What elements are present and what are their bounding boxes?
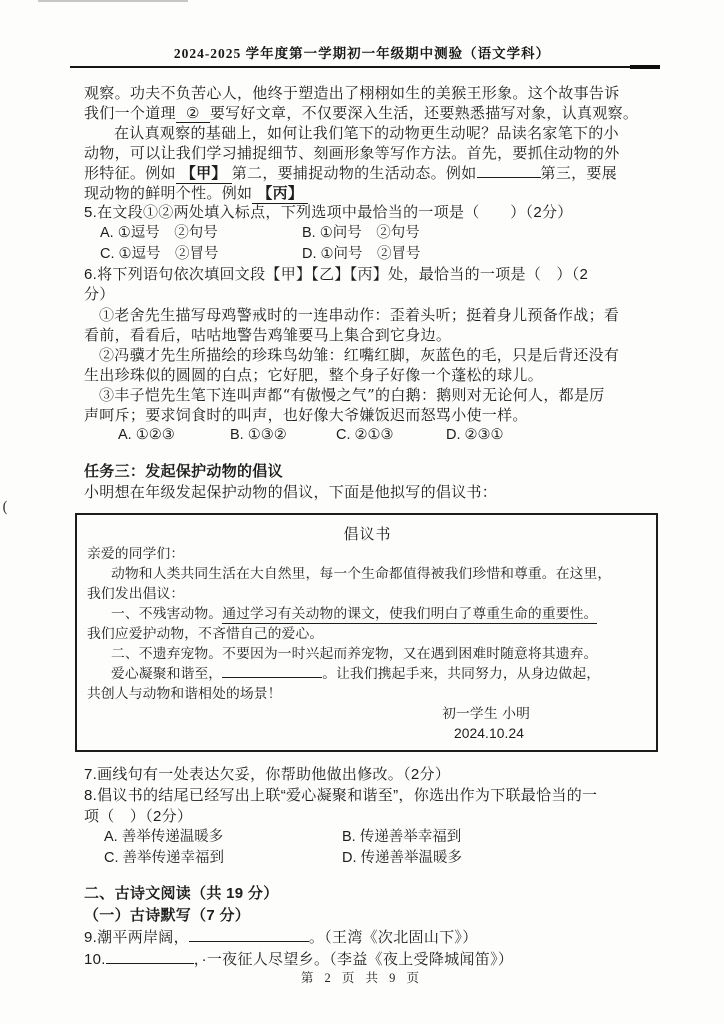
option-8b: B. 传递善举幸福到: [342, 829, 462, 845]
proposal-salutation: 亲爱的同学们：: [87, 546, 185, 562]
question-6-stem-line-2: 分）: [84, 286, 115, 303]
page-title: 2024-2025 学年度第一学期初一年级期中测验（语文学科）: [173, 46, 551, 61]
proposal-item-2: 二、不遗弃宠物。不要因为一时兴起而养宠物，又在遇到困难时随意将其遗弃。: [111, 646, 598, 662]
blank-line: [189, 941, 309, 942]
question-8-options-row-2: [84, 848, 660, 869]
question-6-item-2-cont: 生出珍珠似的圆圆的白点；它好肥，整个身子好像一个蓬松的球儿。: [84, 366, 544, 384]
question-9: 9.潮平两岸阔， 。（王湾《次北固山下》）: [84, 929, 478, 946]
proposal-paragraph-1: 动物和人类共同生活在大自然里，每一个生命都值得被我们珍惜和尊重。在这里，: [111, 566, 612, 582]
passage-line: 我们一个道理 ② 要写好文章，不仅要深入生活，还要熟悉描写对象，认真观察。: [84, 104, 639, 122]
option-5d: D. ①问号 ②冒号: [302, 246, 421, 262]
question-6-item-3: ③丰子恺先生笔下连叫声都“有傲慢之气”的白鹅：鹅则对无论何人，都是厉: [99, 386, 605, 404]
question-6-stem-line-1: 6.将下列语句依次填回文段【甲】【乙】【丙】处，最恰当的一项是（ ）（2: [84, 266, 589, 283]
option-6d: D. ②③①: [446, 427, 504, 443]
question-10: 10. ，·一夜征人尽望乡。（李益《夜上受降城闻笛》）: [84, 951, 514, 968]
passage-line: 形特征。例如 【甲】 第二，要捕捉动物的生活动态。例如 第三，要展: [84, 164, 618, 182]
option-8d: D. 传递善举温暖多: [342, 850, 463, 866]
page-header: [0, 0, 724, 62]
question-5-options-row-2: [84, 244, 660, 265]
option-6b: B. ①③②: [230, 427, 287, 443]
option-8c: C. 善举传递幸福到: [104, 850, 225, 866]
section-2-poetry: [84, 883, 660, 971]
question-7-stem: 7.画线句有一处表达欠妥，你帮助他做出修改。（2分）: [84, 766, 451, 783]
task-3-intro: 小明想在年级发起保护动物的倡议，下面是他拟写的倡议书：: [84, 484, 498, 501]
passage-line: 现动物的鲜明个性。例如 【丙】: [84, 183, 660, 203]
proposal-signature: 初一学生 小明: [442, 706, 530, 722]
option-6c: C. ②①③: [336, 427, 394, 443]
passage-line: 动物，可以让我们学习捕捉细节、刻画形象等写作方法。首先，要抓住动物的外: [84, 144, 620, 162]
passage-and-questions: [84, 83, 660, 446]
proposal-letter-box: [75, 513, 658, 752]
task-3-heading: 任务三：发起保护动物的倡议: [84, 463, 283, 480]
proposal-paragraph-1-cont: 我们发出倡议：: [87, 586, 185, 602]
scan-edge-artifact: [38, 0, 188, 2]
question-8-stem-line-2: 项（ ）（2分）: [84, 808, 193, 825]
page-number: 第 2 页 共 9 页: [300, 971, 424, 985]
section-2-subheading: （一）古诗默写（7 分）: [84, 907, 251, 924]
question-6-item-1: ①老舍先生描写母鸡警戒时的一连串动作：歪着头听；挺着身儿预备作战；看: [99, 306, 620, 324]
proposal-date: 2024.10.24: [453, 726, 524, 741]
underlined-sentence: 通过学习有关动物的课文，使我们明白了尊重生命的重要性。: [222, 606, 598, 622]
proposal-item-1: 一、不残害动物。通过学习有关动物的课文，使我们明白了尊重生命的重要性。: [111, 606, 598, 622]
task-3-section: [84, 461, 660, 503]
stray-mark: (: [2, 498, 8, 516]
question-6-options-row: [84, 425, 660, 446]
questions-7-8: [84, 764, 660, 869]
section-2-heading: 二、古诗文阅读（共 19 分）: [84, 885, 279, 902]
blank-line: [477, 177, 541, 178]
question-8-stem-line-1: 8.倡议书的结尾已经写出上联“爱心凝聚和谐至”，你选出作为下联最恰当的一: [84, 787, 598, 804]
option-5b: B. ①问号 ②句号: [302, 225, 420, 241]
blank-circled-2: ②: [176, 105, 210, 123]
question-6-item-2: ②冯骥才先生所描绘的珍珠鸟幼雏：红嘴红脚，灰蓝色的毛，只是后背还没有: [99, 346, 620, 364]
option-6a: A. ①②③: [118, 427, 175, 443]
header-rule: [70, 66, 658, 68]
question-5-stem: 5.在文段①②两处填入标点，下列选项中最恰当的一项是（ ）（2分）: [84, 204, 573, 221]
proposal-closing-cont: 共创人与动物和谐相处的场景！: [87, 686, 282, 702]
bracket-bing: 【丙】: [252, 184, 308, 204]
blank-line: [222, 677, 322, 678]
option-8a: A. 善举传递温暖多: [104, 829, 224, 845]
question-6-item-3-cont: 声呵斥；要求饲食时的叫声，也好像大爷嫌饭迟而怒骂小使一样。: [84, 406, 528, 424]
blank-line: [106, 963, 194, 964]
proposal-title: 倡议书: [343, 525, 392, 543]
proposal-closing: 爱心凝聚和谐至， 。让我们携起手来，共同努力，从身边做起，: [111, 666, 601, 682]
question-6-item-1-cont: 看前，看看后，咕咕地警告鸡雏要马上集合到它身边。: [84, 326, 452, 344]
question-5-options-row-1: [84, 223, 660, 244]
option-5c: C. ①逗号 ②冒号: [100, 246, 219, 262]
bracket-jia: 【甲】: [176, 164, 232, 184]
question-8-options-row-1: [84, 827, 660, 848]
passage-line: 观察。功夫不负苦心人，他终于塑造出了栩栩如生的美猴王形象。这个故事告诉: [84, 84, 620, 102]
passage-line: 在认真观察的基础上，如何让我们笔下的动物更生动呢？品读名家笔下的小: [114, 124, 619, 142]
option-5a: A. ①逗号 ②句号: [100, 225, 218, 241]
proposal-item-1-cont: 我们应爱护动物，不吝惜自己的爱心。: [87, 626, 324, 642]
